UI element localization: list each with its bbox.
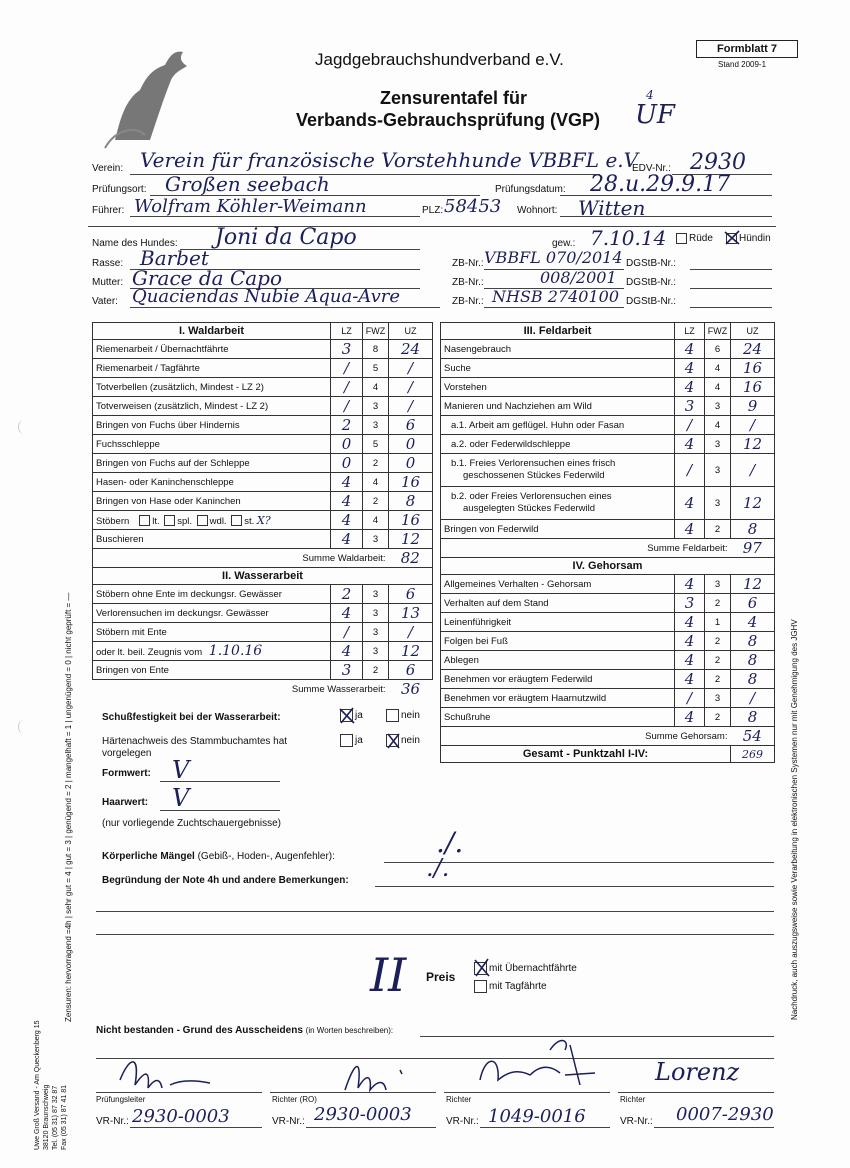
- table-row: Allgemeines Verhalten - Gehorsam 4 3 12: [441, 575, 775, 594]
- title-handwritten-small: 4: [646, 88, 654, 102]
- feldarbeit-title: III. Feldarbeit: [441, 323, 675, 340]
- wasserarbeit-sum-row: Summe Wasserarbeit: 36: [93, 680, 433, 699]
- printer-line-3: Tel. (05 31) 87 32 87: [52, 1085, 59, 1150]
- verein-value: Verein für französische Vorstehhunde VBBFL e.V: [140, 148, 639, 172]
- haerte-label: Härtenachweis des Stammbuchamtes hat vorgelegen: [102, 736, 288, 759]
- begruendung-label: Begründung der Note 4h und andere Bemerkungen:: [102, 875, 349, 886]
- koerper-label: Körperliche Mängel: [102, 851, 195, 862]
- rasse-value: Barbet: [140, 246, 209, 270]
- stoebern-wdl-checkbox[interactable]: [197, 515, 208, 526]
- nicht-bestanden-label: Nicht bestanden - Grund des Ausscheidens: [96, 1025, 303, 1036]
- table-row: Nasengebrauch 4 6 24: [441, 340, 775, 359]
- preis-uebernacht-option[interactable]: mit Übernachtfährte: [472, 962, 577, 975]
- wasserarbeit-title: II. Wasserarbeit: [93, 568, 433, 585]
- printer-line-2: 38120 Braunschweig: [43, 1084, 50, 1150]
- table-row: Totverbellen (zusätzlich, Mindest - LZ 2) / 4 /: [93, 378, 433, 397]
- table-row: Fuchsschleppe 0 5 0: [93, 435, 433, 454]
- stoebern-mark: X?: [256, 513, 271, 527]
- dgstb-label-1: DGStB-Nr.:: [626, 258, 677, 269]
- zb-value-1: VBBFL 070/2014: [484, 248, 623, 267]
- huendin-checkbox[interactable]: [726, 233, 737, 244]
- waldarbeit-title: I. Waldarbeit: [93, 323, 331, 340]
- table-row: a.2. oder Federwildschleppe 4 3 12: [441, 435, 775, 454]
- fuehrer-value: Wolfram Köhler-Weimann: [134, 196, 367, 217]
- feldarbeit-sum-row: Summe Feldarbeit: 97: [441, 539, 775, 558]
- printer-line-1: Uwe Groß Versand - Am Queckenberg 15: [34, 1020, 41, 1150]
- table-row: Ablegen 4 2 8: [441, 651, 775, 670]
- form-number-box: [696, 40, 798, 58]
- haerte-ja-option[interactable]: ja: [338, 734, 363, 747]
- pruefungsort-label: Prüfungsort:: [92, 184, 147, 195]
- table-row: Benehmen vor eräugtem Haarnutzwild / 3 /: [441, 689, 775, 708]
- koerper-note: (Gebiß-, Hoden-, Augenfehler):: [197, 851, 335, 862]
- grading-scale: Zensuren: hervorragend =4h | sehr gut = 4 | gut = 3 | genügend = 2 | mangelhaft = 1 | ungenügend = 0 | nicht geprüft = —: [64, 592, 73, 1022]
- zb-label-2: ZB-Nr.:: [452, 277, 484, 288]
- wohnort-label: Wohnort:: [517, 205, 558, 216]
- signature-richter-2: Lorenz: [655, 1058, 740, 1086]
- schuss-label: Schußfestigkeit bei der Wasserarbeit:: [102, 712, 281, 723]
- vr-value-4: 0007-2930: [676, 1104, 774, 1125]
- table-row: Schußruhe 4 2 8: [441, 708, 775, 727]
- zb-label-3: ZB-Nr.:: [452, 296, 484, 307]
- table-row: a.1. Arbeit am geflügel. Huhn oder Fasan / 4 /: [441, 416, 775, 435]
- table-row: Verlorensuchen im deckungsr. Gewässer 4 3 13: [93, 604, 433, 623]
- table-row: Riemenarbeit / Tagfährte / 5 /: [93, 359, 433, 378]
- table-row: Manieren und Nachziehen am Wild 3 3 9: [441, 397, 775, 416]
- edv-value: 2930: [690, 150, 746, 175]
- table-row: Stöbern mit Ente / 3 /: [93, 623, 433, 642]
- zeugnis-date: 1.10.16: [208, 643, 263, 659]
- table-row: Stöbern lt. spl. wdl. st. X? 4 4 16: [93, 511, 433, 530]
- stoebern-spl-checkbox[interactable]: [164, 515, 175, 526]
- zb-value-3: NHSB 2740100: [492, 287, 620, 306]
- page-title-line1: Zensurentafel für: [380, 88, 528, 108]
- formwert-label: Formwert:: [102, 768, 151, 779]
- feldarbeit-table: III. Feldarbeit LZ FWZ UZ Nasengebrauch 4 6 24 Suche 4 4 16 Vorstehen 4 4 16 Manieren und Nachziehen am Wild 3 3 9 a.1. Arbeit am geflügel. Huhn oder Fasan / 4 / a.2. oder Federwildschleppe 4 3 12 b.1. Freies Verlorensuchen eines frisch geschossenen Stückes Federwild / 3 / b.2. oder Freies Verlorensuchen eines ausgelegten Stückes Federwild 4 3 12 Bringen von Federwild 4 2 8 Summe Feldarbeit: 97 IV. Gehorsam Allgemeines Verhalten - Gehorsam 4 3 12 Verhalten auf dem Stand 3 2 6 Leinenführigkeit 4 1 4 Folgen bei Fuß 4 2 8 Ablegen 4 2 8 Benehmen vor eräugtem Federwild 4 2 8 Benehmen vor eräugtem Haarnutzwild / 3 / Schußruhe 4 2 8 Summe Gehorsam: 54 Gesamt - Punktzahl I-IV: 269: [440, 322, 775, 763]
- table-row: Bringen von Hase oder Kaninchen 4 2 8: [93, 492, 433, 511]
- haarwert-label: Haarwert:: [102, 797, 149, 808]
- huendin-option[interactable]: Hündin: [724, 233, 771, 244]
- table-row: Totverweisen (zusätzlich, Mindest - LZ 2) / 3 /: [93, 397, 433, 416]
- jghv-logo: [95, 40, 190, 150]
- vater-label: Vater:: [92, 296, 118, 307]
- pruefungsort-value: Großen seebach: [165, 172, 330, 196]
- stoebern-st-checkbox[interactable]: [231, 515, 242, 526]
- rasse-label: Rasse:: [92, 258, 124, 269]
- vr-value-1: 2930-0003: [132, 1106, 230, 1127]
- hund-value: Joni da Capo: [215, 225, 357, 250]
- zb-label-1: ZB-Nr.:: [452, 258, 484, 269]
- table-row: Benehmen vor eräugtem Federwild 4 2 8: [441, 670, 775, 689]
- schuss-nein-option[interactable]: nein: [384, 709, 420, 722]
- waldarbeit-table: [92, 322, 433, 698]
- form-number: Formblatt 7: [717, 43, 777, 55]
- table-row: b.1. Freies Verlorensuchen eines frisch geschossenen Stückes Federwild / 3 /: [441, 454, 775, 487]
- vr-value-3: 1049-0016: [488, 1106, 586, 1127]
- table-row: Buschieren 4 3 12: [93, 530, 433, 549]
- preis-value: II: [370, 948, 407, 1002]
- pruefungsdatum-label: Prüfungsdatum:: [495, 184, 566, 195]
- table-row: b.2. oder Freies Verlorensuchen eines ausgelegten Stückes Federwild 4 3 12: [441, 487, 775, 520]
- signature-richter-1: [470, 1035, 610, 1105]
- vr-label-2: VR-Nr.:: [272, 1116, 305, 1127]
- title-handwritten-note: UF: [635, 100, 675, 130]
- stoebern-lt-checkbox[interactable]: [139, 515, 150, 526]
- col-uz: UZ: [389, 323, 433, 340]
- waldarbeit-sum: 82: [389, 549, 433, 568]
- wasserarbeit-sum: 36: [400, 680, 421, 698]
- preis-uebernacht-checkbox[interactable]: [474, 962, 487, 975]
- table-row: Bringen von Federwild 4 2 8: [441, 520, 775, 539]
- table-row: Stöbern ohne Ente im deckungsr. Gewässer 2 3 6: [93, 585, 433, 604]
- signature-richter-ro: [330, 1050, 430, 1105]
- formwert-value: V: [172, 756, 190, 784]
- table-row: Suche 4 4 16: [441, 359, 775, 378]
- haarwert-value: V: [172, 784, 190, 812]
- table-row: Bringen von Fuchs auf der Schleppe 0 2 0: [93, 454, 433, 473]
- page-title-line2: Verbands-Gebrauchsprüfung (VGP): [296, 110, 601, 130]
- edv-label: EDV-Nr.:: [632, 163, 671, 174]
- gew-value: 7.10.14: [590, 226, 667, 250]
- richter-ro-label: Richter (RO): [272, 1095, 317, 1104]
- total-row: [441, 746, 775, 763]
- col-fwz: FWZ: [363, 323, 389, 340]
- copyright-note: Nachdruck, auch auszugsweise sowie Verarbeitung in elektronischen Systemen nur mit Genehmigung des JGHV: [790, 619, 799, 1020]
- vr-label-3: VR-Nr.:: [446, 1116, 479, 1127]
- schuss-ja-checkbox[interactable]: [340, 709, 353, 722]
- wohnort-value: Witten: [578, 196, 646, 220]
- printer-line-4: Fax (05 31) 87 41 81: [61, 1085, 68, 1150]
- table-row: Vorstehen 4 4 16: [441, 378, 775, 397]
- dgstb-label-2: DGStB-Nr.:: [626, 277, 677, 288]
- leiter-label: Prüfungsleiter: [96, 1095, 146, 1104]
- table-row: Folgen bei Fuß 4 2 8: [441, 632, 775, 651]
- table-row: Leinenführigkeit 4 1 4: [441, 613, 775, 632]
- waldarbeit-sum-row: Summe Waldarbeit: 82: [93, 549, 433, 568]
- plz-value: 58453: [444, 196, 502, 217]
- richter-label-2: Richter: [620, 1095, 646, 1104]
- gew-label: gew.:: [552, 238, 576, 249]
- ruede-checkbox[interactable]: [676, 233, 687, 244]
- dgstb-label-3: DGStB-Nr.:: [626, 296, 677, 307]
- punch-mark-top: [18, 420, 29, 434]
- haerte-ja-checkbox[interactable]: [340, 734, 353, 747]
- richter-label-1: Richter: [446, 1095, 472, 1104]
- haerte-nein-checkbox[interactable]: [386, 734, 399, 747]
- col-lz: LZ: [331, 323, 363, 340]
- zucht-note: (nur vorliegende Zuchtschauergebnisse): [102, 818, 281, 829]
- feldarbeit-sum: 97: [731, 539, 775, 558]
- vr-label-4: VR-Nr.:: [620, 1116, 653, 1127]
- schuss-ja-option[interactable]: ja: [338, 709, 363, 722]
- pruefungsdatum-value: 28.u.29.9.17: [590, 172, 731, 197]
- form-stand: Stand 2009-1: [718, 60, 767, 69]
- table-row: Hasen- oder Kaninchenschleppe 4 4 16: [93, 473, 433, 492]
- table-row: Verhalten auf dem Stand 3 2 6: [441, 594, 775, 613]
- hund-label: Name des Hundes:: [92, 238, 178, 249]
- total-value: 269: [731, 746, 775, 763]
- vater-value: Quaciendas Nubie Aqua-Avre: [132, 286, 400, 307]
- ruede-option[interactable]: Rüde: [674, 233, 713, 244]
- haerte-nein-option[interactable]: nein: [384, 734, 420, 747]
- plz-label: PLZ:: [422, 205, 444, 216]
- vr-label-1: VR-Nr.:: [96, 1116, 129, 1127]
- table-row: Riemenarbeit / Übernachtfährte 3 8 24: [93, 340, 433, 359]
- mutter-label: Mutter:: [92, 277, 124, 288]
- nicht-bestanden-note: (in Worten beschreiben):: [305, 1026, 394, 1035]
- schuss-nein-checkbox[interactable]: [386, 709, 399, 722]
- gehorsam-sum: 54: [731, 727, 775, 746]
- begruendung-value: ./.: [426, 854, 450, 882]
- gehorsam-title: IV. Gehorsam: [441, 558, 775, 575]
- org-name: Jagdgebrauchshundverband e.V.: [315, 50, 564, 69]
- nicht-bestanden-block: [96, 1025, 393, 1036]
- preis-label: Preis: [426, 970, 456, 984]
- koerper-value: ./.: [436, 826, 464, 859]
- preis-tag-option[interactable]: mit Tagfährte: [472, 980, 547, 993]
- fuehrer-label: Führer:: [92, 205, 125, 216]
- punch-mark-bottom: [18, 720, 29, 734]
- gehorsam-sum-row: Summe Gehorsam: 54: [441, 727, 775, 746]
- table-row: Bringen von Fuchs über Hindernis 2 3 6: [93, 416, 433, 435]
- preis-tag-checkbox[interactable]: [474, 980, 487, 993]
- koerper-block: [102, 851, 335, 862]
- zb-value-2: 008/2001: [540, 268, 617, 287]
- mutter-value: Grace da Capo: [132, 266, 283, 290]
- verein-label: Verein:: [92, 163, 124, 174]
- table-row: Bringen von Ente 3 2 6: [93, 661, 433, 680]
- total-label: Gesamt - Punktzahl I-IV:: [441, 746, 731, 763]
- table-row: oder lt. beil. Zeugnis vom 1.10.16 4 3 12: [93, 642, 433, 661]
- vr-value-2: 2930-0003: [314, 1104, 412, 1125]
